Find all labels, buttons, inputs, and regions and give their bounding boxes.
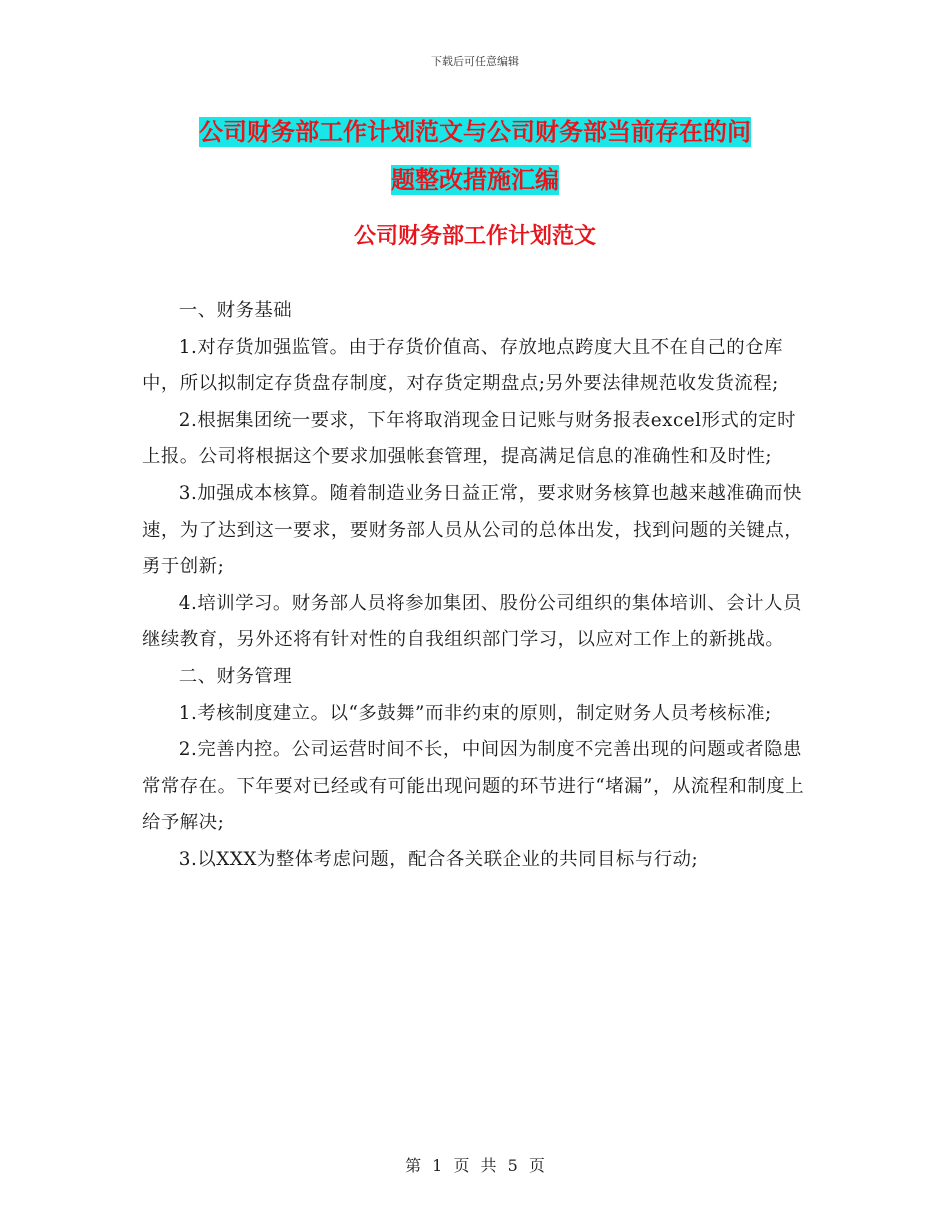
paragraph-training: 4.培训学习。财务部人员将参加集团、股份公司组织的集体培训、会计人员继续教育，另外还将有针对性的自我组织部门学习，以应对工作上的新挑战。 xyxy=(142,592,802,651)
paragraph-assessment-system: 1.考核制度建立。以“多鼓舞”而非约束的原则，制定财务人员考核标准; xyxy=(178,702,772,724)
document-body xyxy=(142,293,807,879)
document-title-line-1: 公司财务部工作计划范文与公司财务部当前存在的问 xyxy=(199,118,751,146)
paragraph-internal-control: 2.完善内控。公司运营时间不长，中间因为制度不完善出现的问题或者隐患常常存在。下年要对已经或有可能出现问题的环节进行“堵漏”，从流程和制度上给予解决; xyxy=(142,739,805,834)
page-header-note: 下载后可任意编辑 xyxy=(431,55,519,68)
document-title-line-2: 题整改措施汇编 xyxy=(391,166,559,194)
paragraph-cost-accounting: 3.加强成本核算。随着制造业务日益正常，要求财务核算也越来越准确而快速，为了达到这一要求，要财务部人员从公司的总体出发，找到问题的关键点，勇于创新; xyxy=(142,482,804,578)
heading-financial-management: 二、财务管理 xyxy=(178,665,293,687)
page-number-footer: 第 1 页 共 5 页 xyxy=(405,1156,545,1175)
paragraph-overall-coordination: 3.以XXX为整体考虑问题，配合各关联企业的共同目标与行动; xyxy=(178,848,699,870)
heading-financial-basics: 一、财务基础 xyxy=(178,300,293,321)
document-title xyxy=(150,108,800,204)
section-title: 公司财务部工作计划范文 xyxy=(353,224,596,249)
paragraph-group-requirements: 2.根据集团统一要求，下年将取消现金日记账与财务报表excel形式的定时上报。公司将根据这个要求加强帐套管理，提高满足信息的准确性和及时性; xyxy=(142,409,796,468)
paragraph-inventory-supervision: 1.对存货加强监管。由于存货价值高、存放地点跨度大且不在自己的仓库中，所以拟制定存货盘存制度，对存货定期盘点;另外要法律规范收发货流程; xyxy=(142,336,783,395)
